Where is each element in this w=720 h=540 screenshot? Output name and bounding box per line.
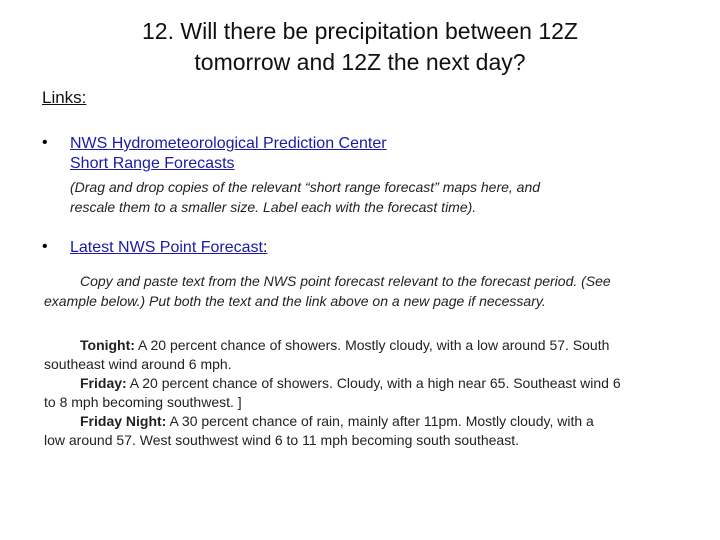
- forecast-text-cont: to 8 mph becoming southwest. ]: [44, 394, 242, 410]
- forecast-example: [44, 336, 684, 450]
- note-line-1: (Drag and drop copies of the relevant “short range forecast” maps here, and: [70, 179, 541, 195]
- link-suffix: :: [262, 239, 268, 256]
- point-forecast-link-row: [70, 238, 267, 258]
- forecast-text-cont: southeast wind around 6 mph.: [44, 356, 232, 372]
- hpc-short-range-link[interactable]: [70, 134, 387, 174]
- page-title: [60, 16, 660, 78]
- point-forecast-link[interactable]: Latest NWS Point Forecast: [70, 239, 263, 256]
- title-line-1: 12. Will there be precipitation between 12Z: [142, 18, 578, 44]
- forecast-text: A 30 percent chance of rain, mainly after 11pm. Mostly cloudy, with a: [166, 413, 594, 429]
- forecast-text-cont: low around 57. West southwest wind 6 to 11 mph becoming south southeast.: [44, 432, 519, 448]
- note-line-2: rescale them to a smaller size. Label each with the forecast time).: [70, 199, 477, 215]
- hpc-link-line-2[interactable]: Short Range Forecasts: [70, 155, 235, 172]
- forecast-period-label: Friday:: [80, 375, 127, 391]
- instr-line-2: example below.) Put both the text and the link above on a new page if necessary.: [44, 293, 546, 309]
- title-line-2: tomorrow and 12Z the next day?: [194, 49, 526, 75]
- links-label: Links:: [42, 88, 87, 107]
- instr-line-1: Copy and paste text from the NWS point forecast relevant to the forecast period. (See: [80, 273, 611, 289]
- maps-instruction-note: [70, 177, 670, 217]
- forecast-tonight: [44, 336, 684, 355]
- forecast-text: A 20 percent chance of showers. Mostly cloudy, with a low around 57. South: [134, 337, 610, 353]
- forecast-period-label: Tonight:: [80, 337, 135, 353]
- forecast-friday-night: [44, 412, 684, 431]
- forecast-text: A 20 percent chance of showers. Cloudy, with a high near 65. Southeast wind 6: [126, 375, 621, 391]
- hpc-link-line-1[interactable]: NWS Hydrometeorological Prediction Center: [70, 135, 387, 152]
- forecast-period-label: Friday Night:: [80, 413, 167, 429]
- forecast-friday: [44, 374, 684, 393]
- bullet-icon: •: [42, 134, 48, 151]
- point-forecast-instructions: [44, 271, 684, 311]
- bullet-icon: •: [42, 238, 48, 255]
